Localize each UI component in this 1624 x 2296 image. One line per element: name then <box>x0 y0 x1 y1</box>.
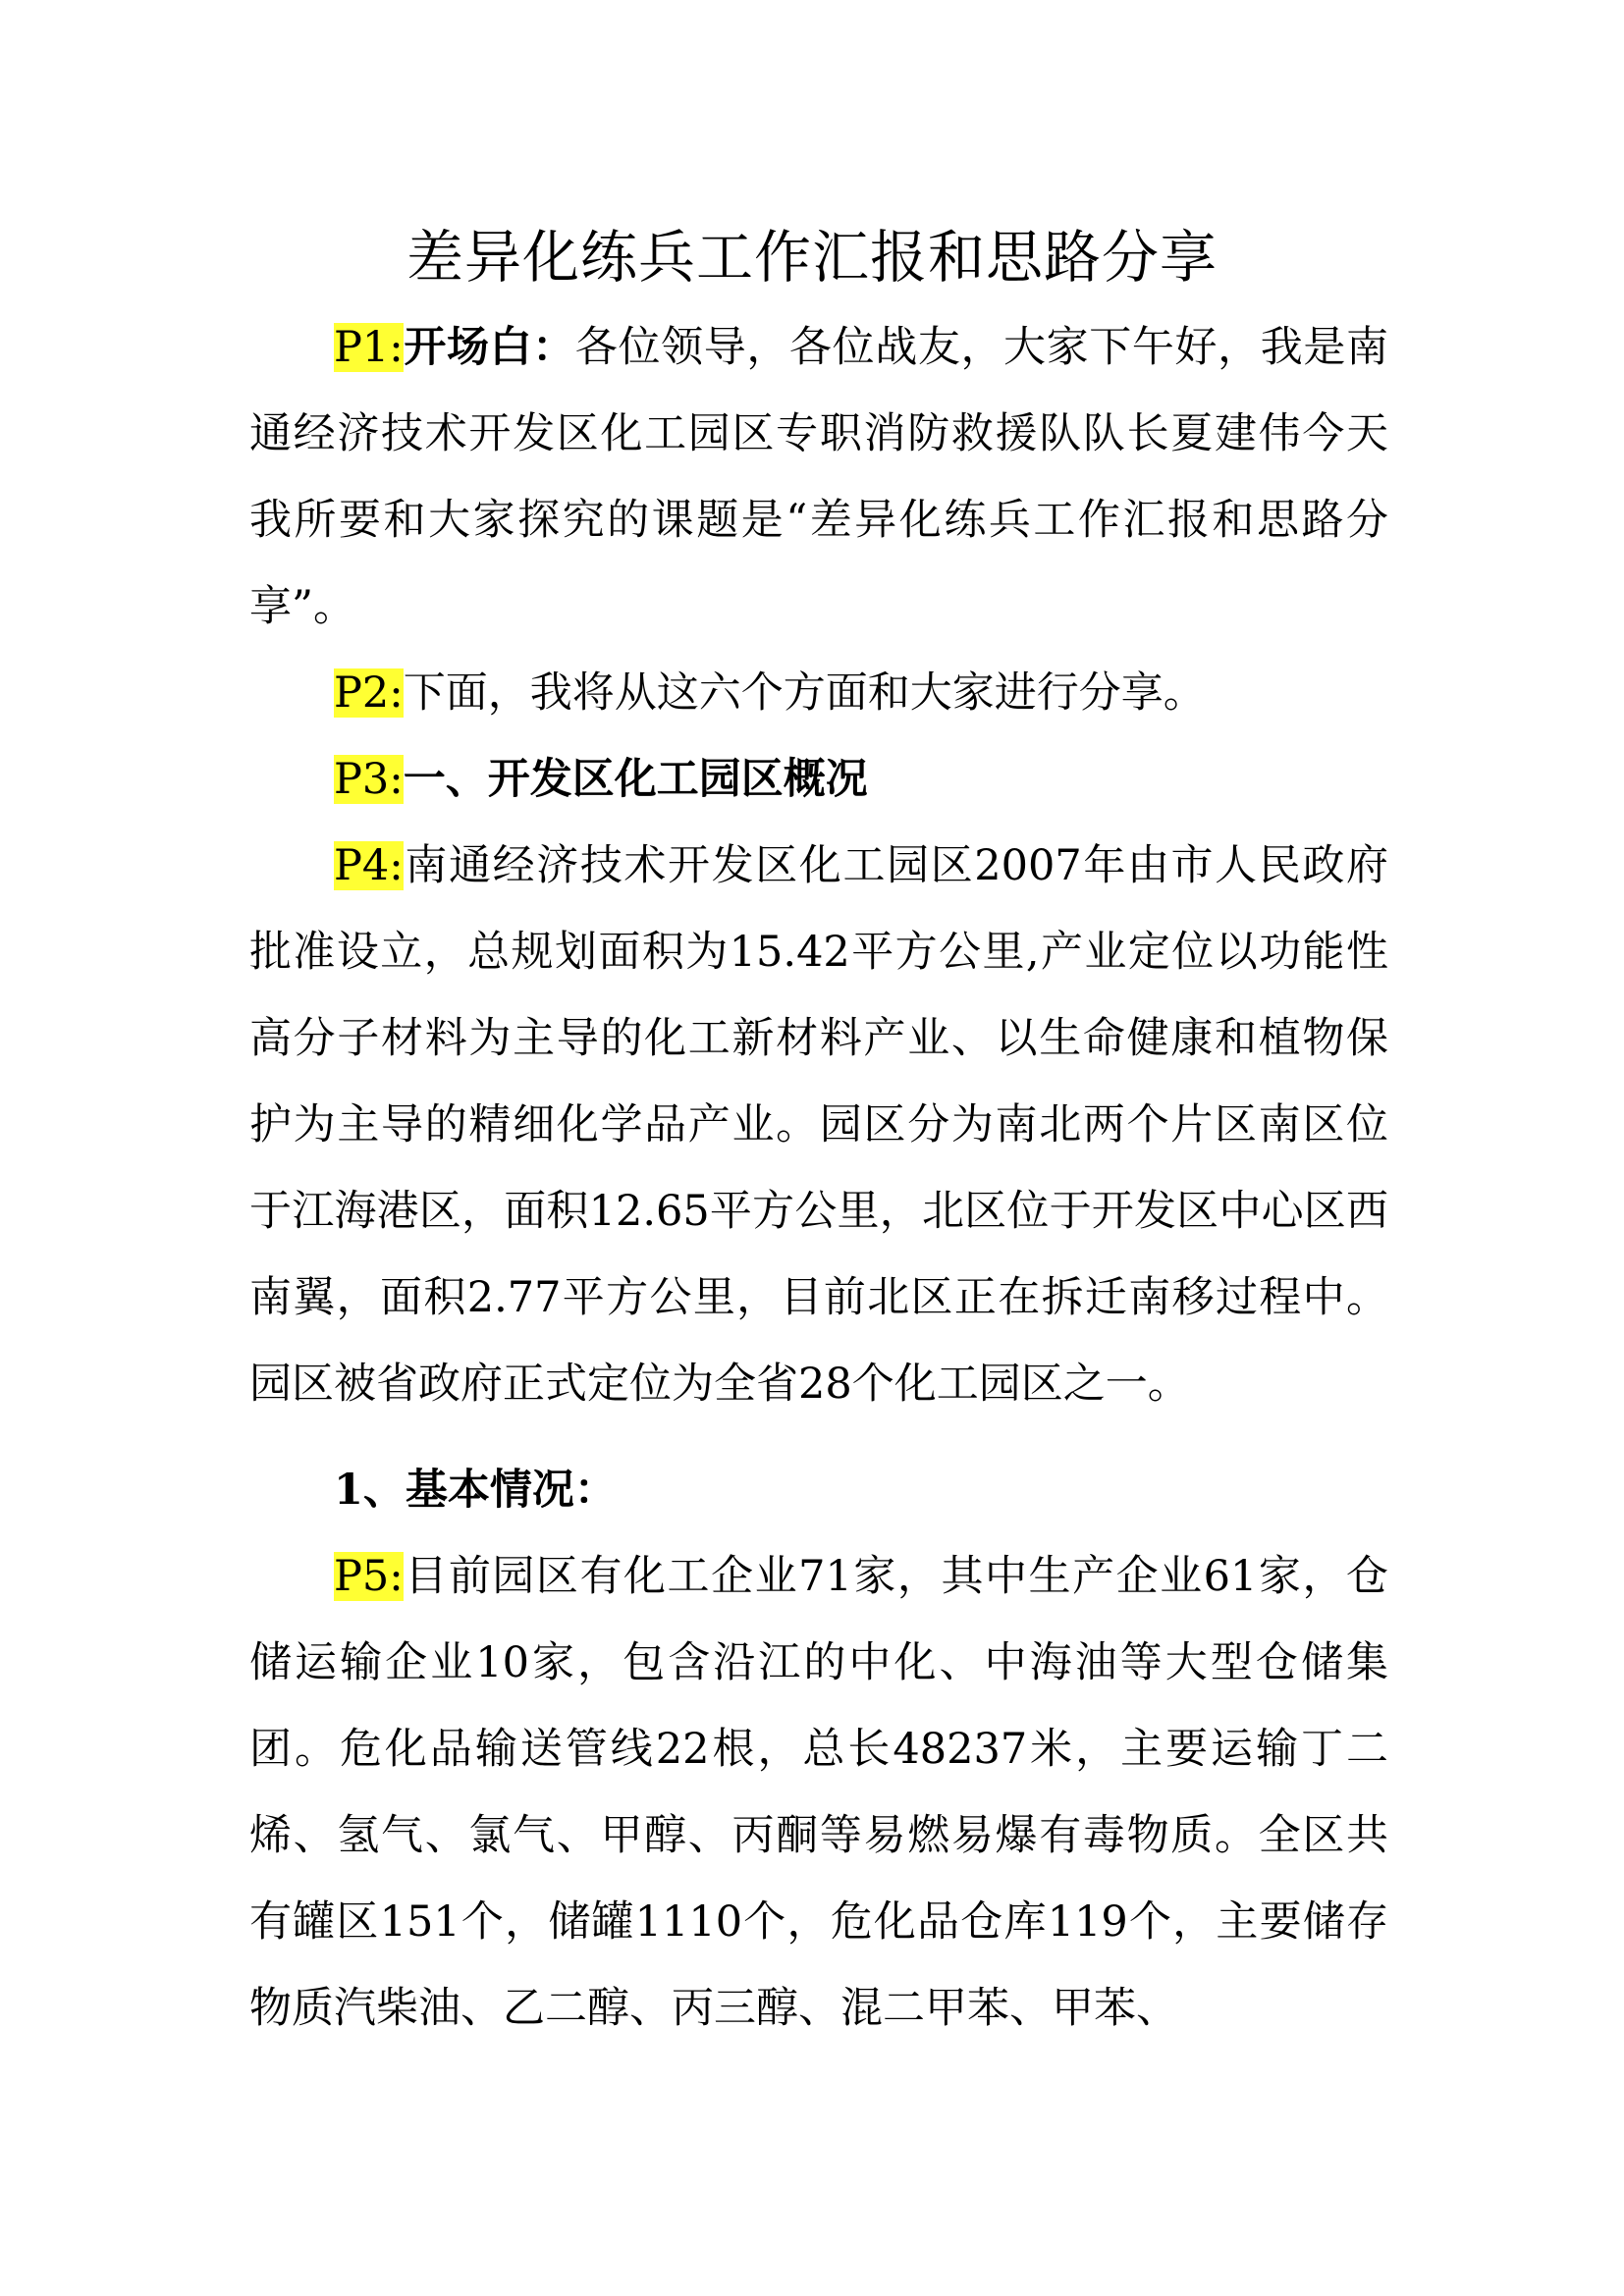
paragraph-lead: 开场白： <box>403 323 575 372</box>
section-heading-text: 一、开发区化工园区概况 <box>403 755 868 804</box>
paragraph-text: 下面，我将从这六个方面和大家进行分享。 <box>403 668 1206 718</box>
paragraph-text: 南通经济技术开发区化工园区2007年由市人民政府批准设立，总规划面积为15.42平方公里,产业定位以功能性高分子材料为主导的化工新材料产业、以生命健康和植物保护为主导的精细化学品产业。园区分为南北两个片区南区位于江海港区，面积12.65平方公里，北区位于开发区中心区西南翼，面积2.77平方公里，目前北区正在拆迁南移过程中。园区被省政府正式定位为全省28个化工园区之一。 <box>249 841 1388 1409</box>
page-marker: P4: <box>334 841 404 890</box>
page-marker: P5: <box>334 1552 404 1601</box>
document-body <box>249 304 1388 2052</box>
paragraph-p2 <box>249 650 1388 736</box>
subsection-heading-text: 1、基本情况： <box>334 1466 617 1515</box>
document-title: 差异化练兵工作汇报和思路分享 <box>406 224 1218 291</box>
subsection-heading <box>249 1447 1388 1533</box>
paragraph-p1 <box>249 304 1388 650</box>
paragraph-p4 <box>249 823 1388 1427</box>
page-marker: P1: <box>334 323 404 372</box>
section-heading <box>249 736 1388 823</box>
paragraph-text: 目前园区有化工企业71家，其中生产企业61家，仓储运输企业10家，包含沿江的中化、中海油等大型仓储集团。危化品输送管线22根，总长48237米，主要运输丁二烯、氢气、氯气、甲醇、丙酮等易燃易爆有毒物质。全区共有罐区151个，储罐1110个，危化品仓库119个，主要储存物质汽柴油、乙二醇、丙三醇、混二甲苯、甲苯、 <box>249 1552 1388 2033</box>
page-marker: P3: <box>334 755 404 804</box>
paragraph-p5 <box>249 1533 1388 2052</box>
page-marker: P2: <box>334 668 404 718</box>
paragraph-text: 各位领导，各位战友，大家下午好，我是南通经济技术开发区化工园区专职消防救援队队长夏建伟今天我所要和大家探究的课题是“差异化练兵工作汇报和思路分享”。 <box>249 323 1389 631</box>
